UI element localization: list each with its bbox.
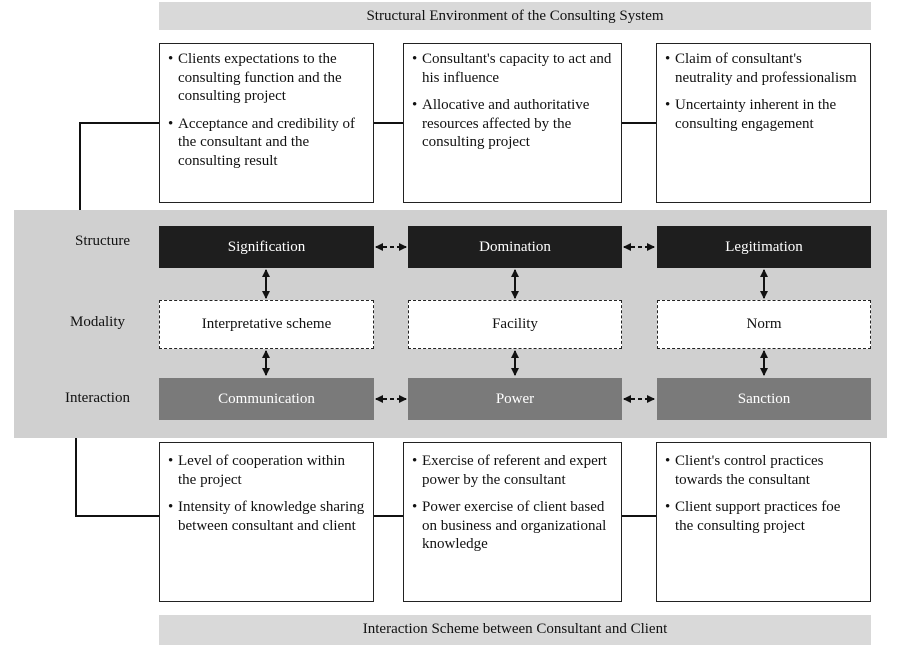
- structure-legitimation-label: Legitimation: [725, 238, 803, 255]
- structure-legitimation: [657, 226, 871, 268]
- bottom-box-sanction: [656, 442, 871, 602]
- interaction-power: [408, 378, 622, 420]
- structure-signification: [159, 226, 374, 268]
- row-label-interaction: Interaction: [65, 390, 130, 406]
- structure-domination: [408, 226, 622, 268]
- modality-interpretative-scheme-label: Interpretative scheme: [201, 316, 332, 332]
- row-label-structure: Structure: [75, 233, 130, 249]
- bottom-box-item: • Client support practices foe the consulting project: [665, 498, 862, 535]
- top-box-item: • Clients expectations to the consulting function and the consulting project: [168, 50, 365, 106]
- top-box-domination: [403, 43, 622, 203]
- bottom-box-item: • Client's control practices towards the consultant: [665, 452, 862, 489]
- top-box-signification: [159, 43, 374, 203]
- interaction-sanction: [657, 378, 871, 420]
- top-box-item: • Allocative and authoritative resources affected by the consulting project: [412, 96, 613, 152]
- bottom-box-item: • Level of cooperation within the project: [168, 452, 365, 489]
- bottom-box-communication: [159, 442, 374, 602]
- interaction-communication: [159, 378, 374, 420]
- top-box-legitimation: [656, 43, 871, 203]
- top-title: Structural Environment of the Consulting System: [366, 8, 664, 24]
- bottom-title: Interaction Scheme between Consultant and Client: [362, 621, 668, 637]
- modality-facility-label: Facility: [492, 316, 538, 332]
- top-box-item: • Claim of consultant's neutrality and professionalism: [665, 50, 862, 87]
- modality-facility: [408, 300, 622, 349]
- interaction-communication-label: Communication: [218, 390, 315, 407]
- row-label-modality: Modality: [70, 314, 125, 330]
- bottom-box-item: • Exercise of referent and expert power by the consultant: [412, 452, 613, 489]
- modality-norm: [657, 300, 871, 349]
- modality-interpretative-scheme: [159, 300, 374, 349]
- top-box-item: • Acceptance and credibility of the consultant and the consulting result: [168, 115, 365, 171]
- bottom-box-power: [403, 442, 622, 602]
- top-box-item: • Consultant's capacity to act and his influence: [412, 50, 613, 87]
- interaction-sanction-label: Sanction: [737, 390, 791, 407]
- top-box-item: • Uncertainty inherent in the consulting engagement: [665, 96, 862, 133]
- modality-norm-label: Norm: [746, 316, 782, 332]
- bottom-title-bar: [159, 615, 871, 645]
- structure-signification-label: Signification: [227, 238, 306, 255]
- bottom-box-item: • Power exercise of client based on business and organizational knowledge: [412, 498, 613, 554]
- bottom-box-item: • Intensity of knowledge sharing between consultant and client: [168, 498, 365, 535]
- interaction-power-label: Power: [495, 390, 535, 407]
- structure-domination-label: Domination: [479, 238, 551, 255]
